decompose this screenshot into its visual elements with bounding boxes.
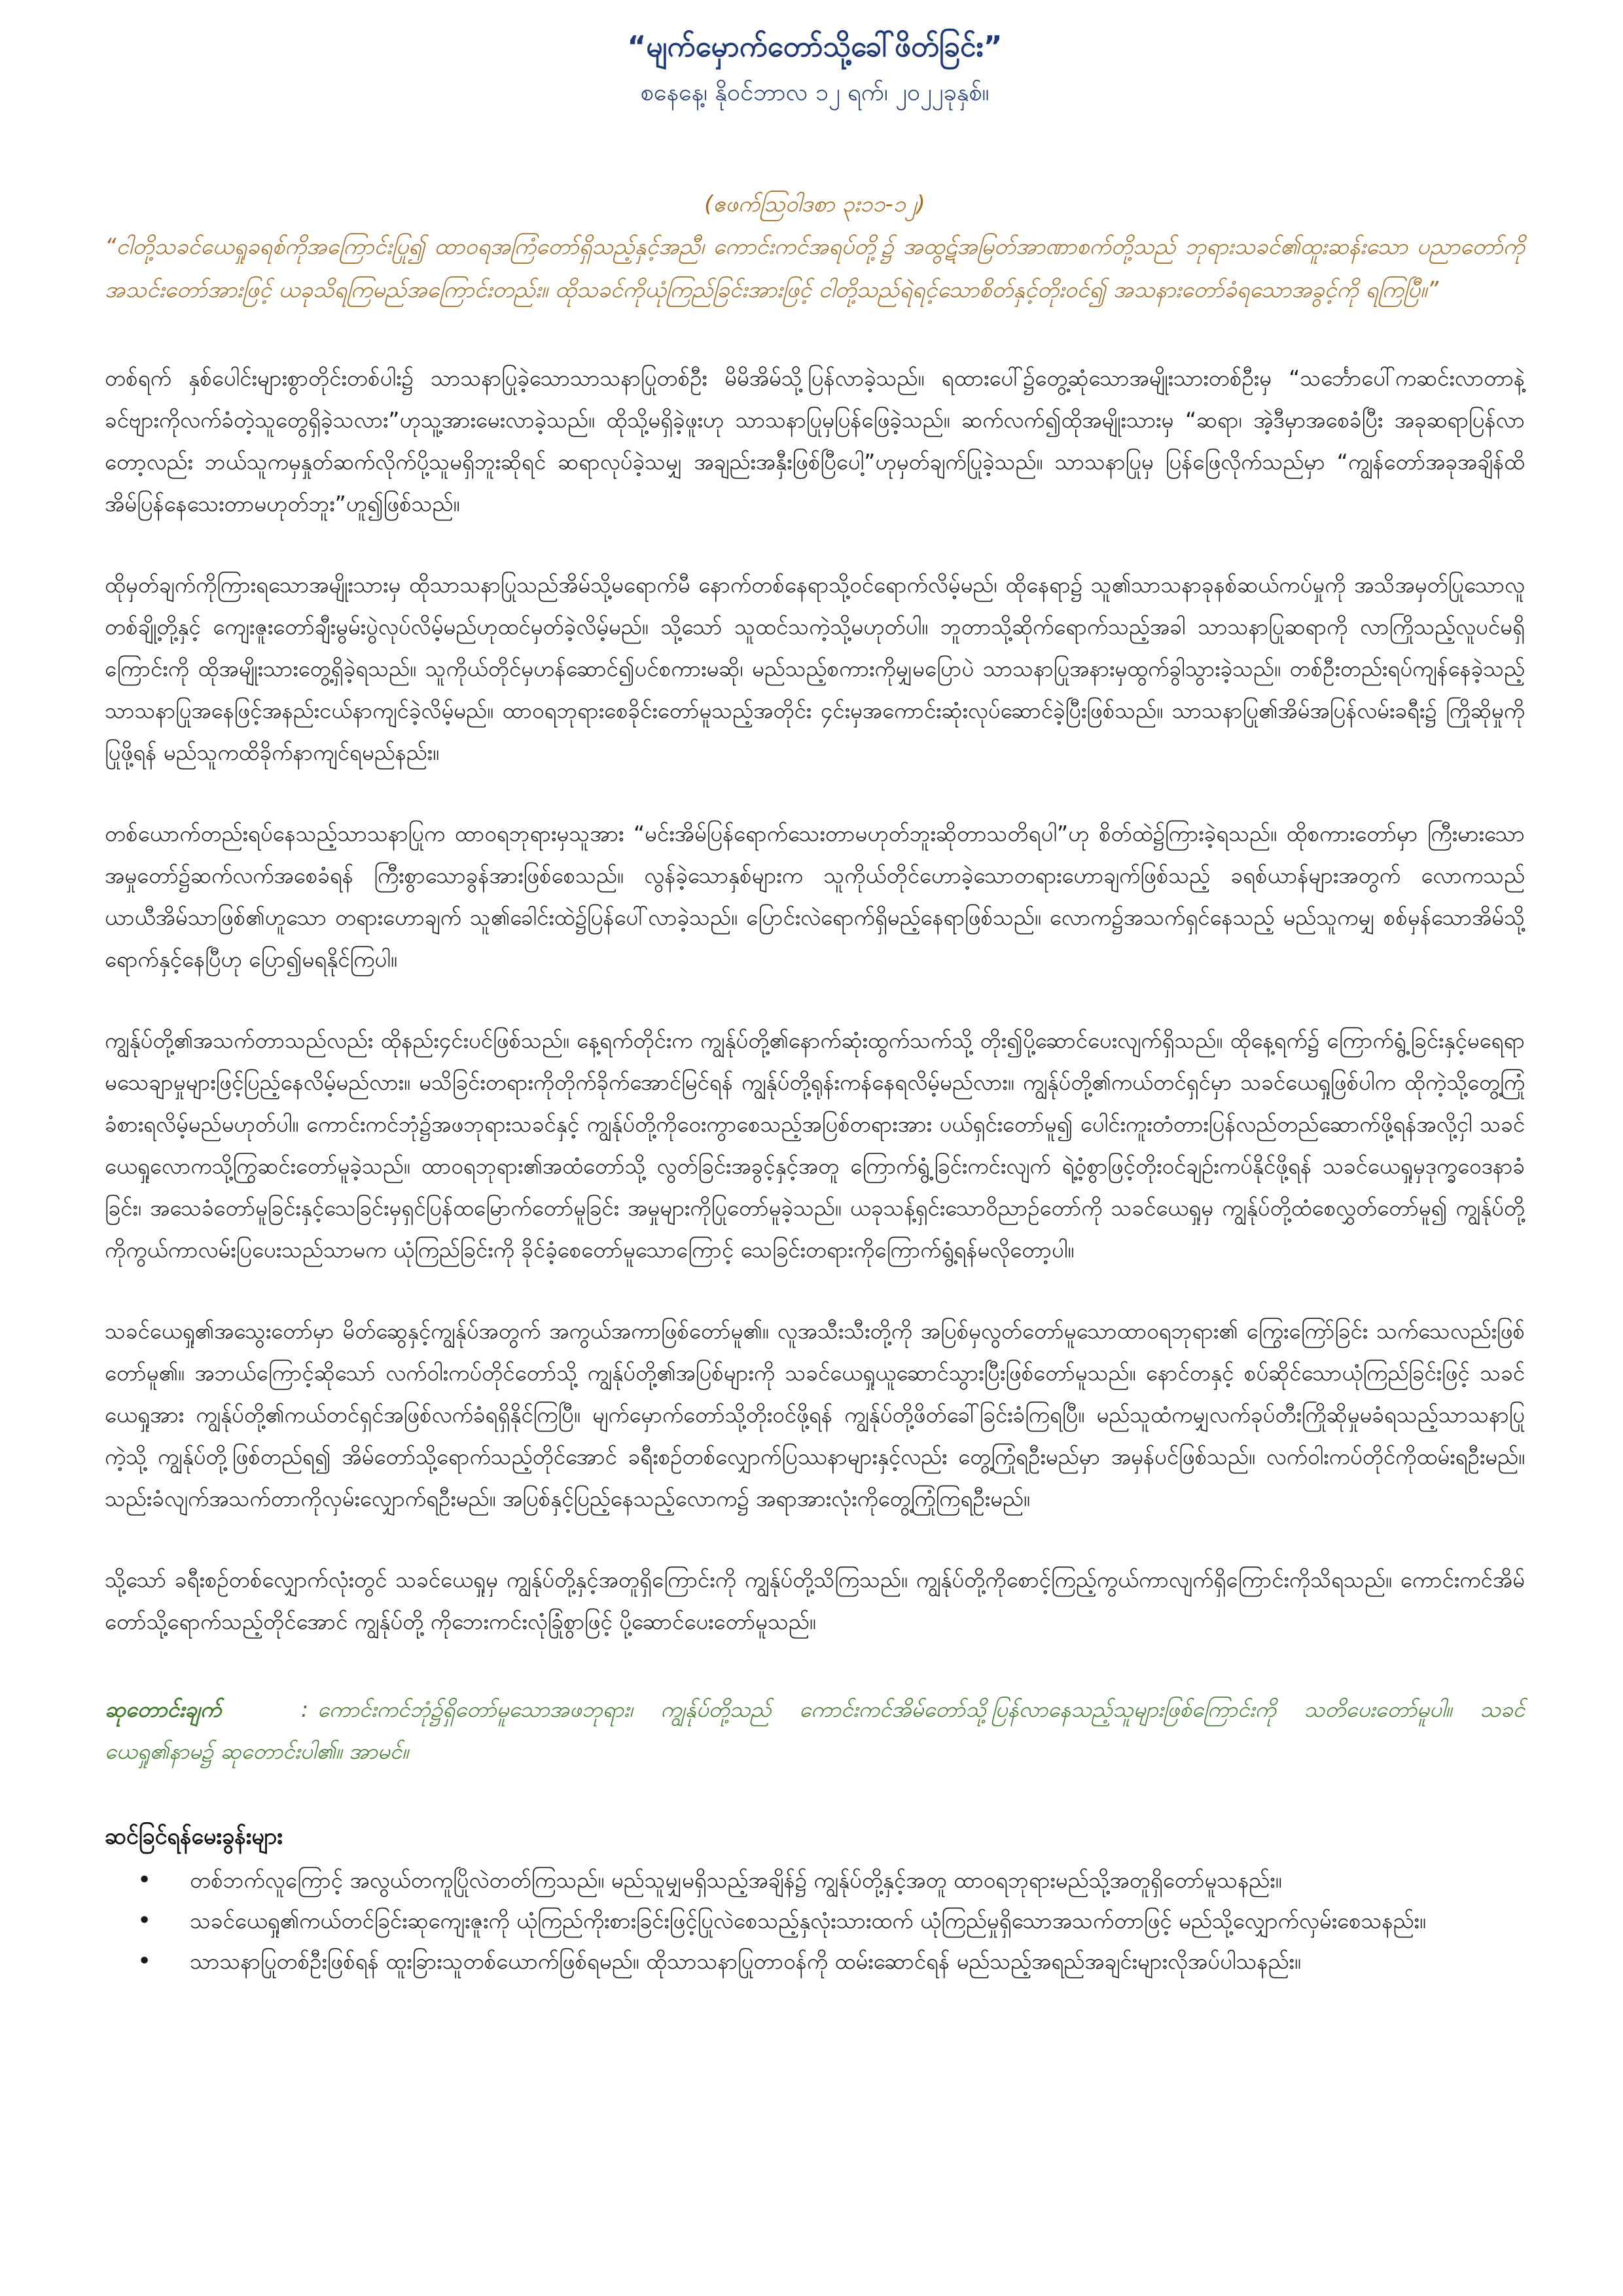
- scripture-text: “ငါတို့သခင်ယေရှုခရစ်ကိုအကြောင်းပြု၍ ထာဝရအကြံတော်ရှိသည့်နှင့်အညီ၊ ကောင်းကင်အရပ်တို့၌ အထွဋ်အမြတ်အာဏာစက်တို့သည် ဘုရားသခင်၏ထူးဆန်းသော ပညာတော်ကို အသင်းတော်အားဖြင့် ယခုသိရကြမည်အကြောင်းတည်း။ ထိုသခင်ကိုယုံကြည်ခြင်းအားဖြင့် ငါတို့သည်ရဲရင့်သောစိတ်နှင့်တိုးဝင်၍ အသနားတော်ခံရသောအခွင့်ကို ရကြပြီ။”: [105, 234, 1525, 303]
- reflection-question-list: [105, 1860, 1525, 1982]
- date-line: စနေနေ့၊ နိုဝင်ဘာလ ၁၂ ရက်၊ ၂၀၂၂ခုနှစ်။: [640, 79, 990, 106]
- reflection-heading: ဆင်ခြင်ရန်မေးခွန်းများ: [105, 1823, 283, 1850]
- paragraph-6: သို့သော် ခရီးစဉ်တစ်လျှောက်လုံးတွင် သခင်ယေရှုမှ ကျွန်ုပ်တို့နှင့်အတူရှိကြောင်းကို ကျွန်ုပ်တို့သိကြသည်။ ကျွန်ုပ်တို့ကိုစောင့်ကြည့်ကွယ်ကာလျက်ရှိကြောင်းကိုသိရသည်။ ကောင်းကင်အိမ်တော်သို့ရောက်သည့်တိုင်အောင် ကျွန်ုပ်တို့ ကိုဘေးကင်းလုံခြုံစွာဖြင့် ပို့ဆောင်ပေးတော်မူသည်။: [105, 1567, 1525, 1634]
- prayer-label: ဆုတောင်းချက်: [105, 1696, 222, 1722]
- bullet-icon: •: [137, 1867, 152, 1893]
- paragraph-3: တစ်ယောက်တည်းရပ်နေသည့်သာသနာပြုက ထာဝရဘုရားမှသူအား “မင်းအိမ်ပြန်ရောက်သေးတာမဟုတ်ဘူးဆိုတာသတိရပါ”ဟု စိတ်ထဲ၌ကြားခဲ့ရသည်။ ထိုစကားတော်မှာ ကြီးမားသောအမှုတော်၌ဆက်လက်အစေခံရန် ကြီးစွာသောခွန်အားဖြစ်စေသည်။ လွန်ခဲ့သောနှစ်များက သူကိုယ်တိုင်ဟောခဲ့သောတရားဟောချက်ဖြစ်သည့် ခရစ်ယာန်များအတွက် လောကသည်ယာယီအိမ်သာဖြစ်၏ဟူသော တရားဟောချက် သူ၏ခေါင်းထဲ၌ပြန်ပေါ်လာခဲ့သည်။ ပြောင်းလဲရောက်ရှိမည့်နေရာဖြစ်သည်။ လောက၌အသက်ရှင်နေသည့် မည်သူကမျှ စစ်မှန်သောအိမ်သို့ရောက်နှင့်နေပြီဟု ပြော၍မရနိုင်ကြပါ။: [105, 821, 1525, 972]
- bullet-icon: •: [137, 1948, 152, 1975]
- reflection-question: [131, 1941, 1525, 1982]
- bullet-icon: •: [137, 1907, 152, 1934]
- prayer-colon: :: [301, 1696, 309, 1722]
- reflection-question: [131, 1860, 1525, 1901]
- prayer-block: [105, 1689, 1525, 1772]
- paragraph-5: သခင်ယေရှု၏အသွေးတော်မှာ မိတ်ဆွေနှင့်ကျွန်ုပ်အတွက် အကွယ်အကာဖြစ်တော်မူ၏။ လူအသီးသီးတို့ကို အပြစ်မှလွတ်တော်မူသောထာဝရဘုရား၏ ကြွေးကြော်ခြင်း သက်သေလည်းဖြစ်တော်မူ၏။ အဘယ်ကြောင့်ဆိုသော် လက်ဝါးကပ်တိုင်တော်သို့ ကျွန်ုပ်တို့၏အပြစ်များကို သခင်ယေရှုယူဆောင်သွားပြီးဖြစ်တော်မူသည်။ နောင်တနှင့် စပ်ဆိုင်သောယုံကြည်ခြင်းဖြင့် သခင်ယေရှုအား ကျွန်ုပ်တို့၏ကယ်တင်ရှင်အဖြစ်လက်ခံရရှိနိုင်ကြပြီ။ မျက်မှောက်တော်သို့တိုးဝင်ဖို့ရန် ကျွန်ုပ်တို့ဖိတ်ခေါ်ခြင်းခံကြရပြီ။ မည်သူထံကမျှလက်ခုပ်တီးကြိုဆိုမှုမခံရသည့်သာသနာပြုကဲ့သို့ ကျွန်ုပ်တို့ဖြစ်တည်ရ၍ အိမ်တော်သို့ရောက်သည့်တိုင်အောင် ခရီးစဉ်တစ်လျှောက်ပြဿနာများနှင့်လည်း တွေ့ကြုံရဦးမည်မှာ အမှန်ပင်ဖြစ်သည်။ လက်ဝါးကပ်တိုင်ကိုထမ်းရဦးမည်။ သည်းခံလျက်အသက်တာကိုလှမ်းလျှောက်ရဦးမည်။ အပြစ်နှင့်ပြည့်နေသည့်လောက၌ အရာအားလုံးကိုတွေ့ကြုံကြရဦးမည်။: [105, 1318, 1525, 1511]
- reflection-question-text: တစ်ဘက်လူကြောင့် အလွယ်တကူပြိုလဲတတ်ကြသည်။ မည်သူမျှမရှိသည့်အချိန်၌ ကျွန်ုပ်တို့နှင့်အတူ ထာဝရဘုရားမည်သို့အတူရှိတော်မူသနည်း။: [190, 1867, 1282, 1893]
- prayer-text: ကောင်းကင်ဘုံ၌ရှိတော်မူသောအဖဘုရား၊ ကျွန်ုပ်တို့သည် ကောင်းကင်အိမ်တော်သို့ပြန်လာနေသည့်သူများဖြစ်ကြောင်းကို သတိပေးတော်မူပါ။ သခင်ယေရှု၏နာမ၌ ဆုတောင်းပါ၏။ အာမင်။: [105, 1696, 1525, 1764]
- page-title: “မျက်မှောက်တော်သို့ခေါ်ဖိတ်ခြင်း”: [627, 30, 1003, 63]
- reflection-question-text: သာသနာပြုတစ်ဦးဖြစ်ရန် ထူးခြားသူတစ်ယောက်ဖြစ်ရမည်။ ထိုသာသနာပြုတာဝန်ကို ထမ်းဆောင်ရန် မည်သည့်အရည်အချင်းများလိုအပ်ပါသနည်း။: [190, 1948, 1301, 1974]
- scripture-reference: (ဧဖက်သြဝါဒစာ ၃း၁၁-၁၂): [704, 191, 925, 217]
- paragraph-4: ကျွန်ုပ်တို့၏အသက်တာသည်လည်း ထိုနည်း၄င်းပင်ဖြစ်သည်။ နေ့ရက်တိုင်းက ကျွန်ုပ်တို့၏နောက်ဆုံးထွက်သက်သို့ တိုး၍ပို့ဆောင်ပေးလျက်ရှိသည်။ ထိုနေ့ရက်၌ ကြောက်ရွံ့ခြင်းနှင့်မရေရာမသေချာမှုများဖြင့်ပြည့်နေလိမ့်မည်လား။ မသိခြင်းတရားကိုတိုက်ခိုက်အောင်မြင်ရန် ကျွန်ုပ်တို့ရုန်းကန်နေရလိမ့်မည်လား။ ကျွန်ုပ်တို့၏ကယ်တင်ရှင်မှာ သခင်ယေရှုဖြစ်ပါက ထိုကဲ့သို့တွေ့ကြုံခံစားရလိမ့်မည်မဟုတ်ပါ။ ကောင်းကင်ဘုံ၌အဖဘုရားသခင်နှင့် ကျွန်ုပ်တို့ကိုဝေးကွာစေသည့်အပြစ်တရားအား ပယ်ရှင်းတော်မူ၍ ပေါင်းကူးတံတားပြန်လည်တည်ဆောက်ဖို့ရန်အလို့ငှါ သခင်ယေရှုလောကသို့ကြွဆင်းတော်မူခဲ့သည်။ ထာဝရဘုရား၏အထံတော်သို့ လွတ်ခြင်းအခွင့်နှင့်အတူ ကြောက်ရွံ့ခြင်းကင်းလျက် ရဲ့ဝံ့စွာဖြင့်တိုးဝင်ချဉ်းကပ်နိုင်ဖို့ရန် သခင်ယေရှုမှဒုက္ခဝေဒနာခံခြင်း၊ အသေခံတော်မူခြင်းနှင့်သေခြင်းမှရှင်ပြန်ထမြောက်တော်မူခြင်း အမှုများကိုပြုတော်မူခဲ့သည်။ ယခုသန့်ရှင်းသောဝိညာဉ်တော်ကို သခင်ယေရှုမှ ကျွန်ုပ်တို့ထံစေလွှတ်တော်မူ၍ ကျွန်ုပ်တို့ကိုကွယ်ကာလမ်းပြပေးသည်သာမက ယုံကြည်ခြင်းကို ခိုင်ခံ့စေတော်မူသောကြောင့် သေခြင်းတရားကိုကြောက်ရွံ့ရန်မလိုတော့ပါ။: [105, 1028, 1525, 1263]
- reflection-question-text: သခင်ယေရှု၏ကယ်တင်ခြင်းဆုကျေးဇူးကို ယုံကြည်ကိုးစားခြင်းဖြင့်ပြုလဲစေသည့်နှလုံးသားထက် ယုံကြည်မှုရှိသောအသက်တာဖြင့် မည်သို့လျှောက်လှမ်းစေသနည်း။: [190, 1908, 1426, 1933]
- reflection-question: [131, 1901, 1525, 1941]
- paragraph-2: ထိုမှတ်ချက်ကိုကြားရသောအမျိုးသားမှ ထိုသာသနာပြုသည်အိမ်သို့မရောက်မီ နောက်တစ်နေရာသို့ဝင်ရောက်လိမ့်မည်၊ ထိုနေရာ၌ သူ၏သာသနာခုနစ်ဆယ်ကပ်မှုကို အသိအမှတ်ပြုသောလူတစ်ချို့တို့နှင့် ကျေးဇူးတော်ချီးမွမ်းပွဲလုပ်လိမ့်မည်ဟုထင်မှတ်ခဲ့လိမ့်မည်။ သို့သော် သူထင်သကဲ့သို့မဟုတ်ပါ။ ဘူတာသို့ဆိုက်ရောက်သည့်အခါ သာသနာပြုဆရာကို လာကြိုသည့်လူပင်မရှိကြောင်းကို ထိုအမျိုးသားတွေ့ရှိခဲ့ရသည်။ သူကိုယ်တိုင်မှဟန်ဆောင်၍ပင်စကားမဆို၊ မည်သည့်စကားကိုမျှမပြောပဲ သာသနာပြုအနားမှထွက်ခွါသွားခဲ့သည်။ တစ်ဦးတည်းရပ်ကျန်နေခဲ့သည့် သာသနာပြုအနေဖြင့်အနည်းငယ်နာကျင်ခဲ့လိမ့်မည်။ ထာဝရဘုရားစေခိုင်းတော်မူသည့်အတိုင်း ၄င်းမှအကောင်းဆုံးလုပ်ဆောင်ခဲ့ပြီးဖြစ်သည်။ သာသနာပြု၏အိမ်အပြန်လမ်းခရီး၌ ကြိုဆိုမှုကိုပြုဖို့ရန် မည်သူကထိခိုက်နာကျင်ရမည်နည်း။: [105, 572, 1525, 765]
- paragraph-1: တစ်ရက် နှစ်ပေါင်းများစွာတိုင်းတစ်ပါး၌ သာသနာပြုခဲ့သောသာသနာပြုတစ်ဦး မိမိအိမ်သို့ပြန်လာခဲ့သည်။ ရထားပေါ်၌တွေ့ဆုံသောအမျိုးသားတစ်ဦးမှ “သင်္ဘောပေါ်ကဆင်းလာတာနဲ့ ခင်ဗျားကိုလက်ခံတဲ့သူတွေရှိခဲ့သလား”ဟုသူ့အားမေးလာခဲ့သည်။ ထိုသို့မရှိခဲ့ဖူးဟု သာသနာပြုမှပြန်ဖြေခဲ့သည်။ ဆက်လက်၍ထိုအမျိုးသားမှ “ဆရာ၊ အဲ့ဒီမှာအစေခံပြီး အခုဆရာပြန်လာတော့လည်း ဘယ်သူကမှနှုတ်ဆက်လိုက်ပို့သူမရှိဘူးဆိုရင် ဆရာလုပ်ခဲ့သမျှ အချည်းအနှီးဖြစ်ပြီပေါ့”ဟုမှတ်ချက်ပြုခဲ့သည်။ သာသနာပြုမှ ပြန်ဖြေလိုက်သည်မှာ “ကျွန်တော်အခုအချိန်ထိ အိမ်ပြန်နေသေးတာမဟုတ်ဘူး”ဟူ၍ဖြစ်သည်။: [105, 365, 1525, 516]
